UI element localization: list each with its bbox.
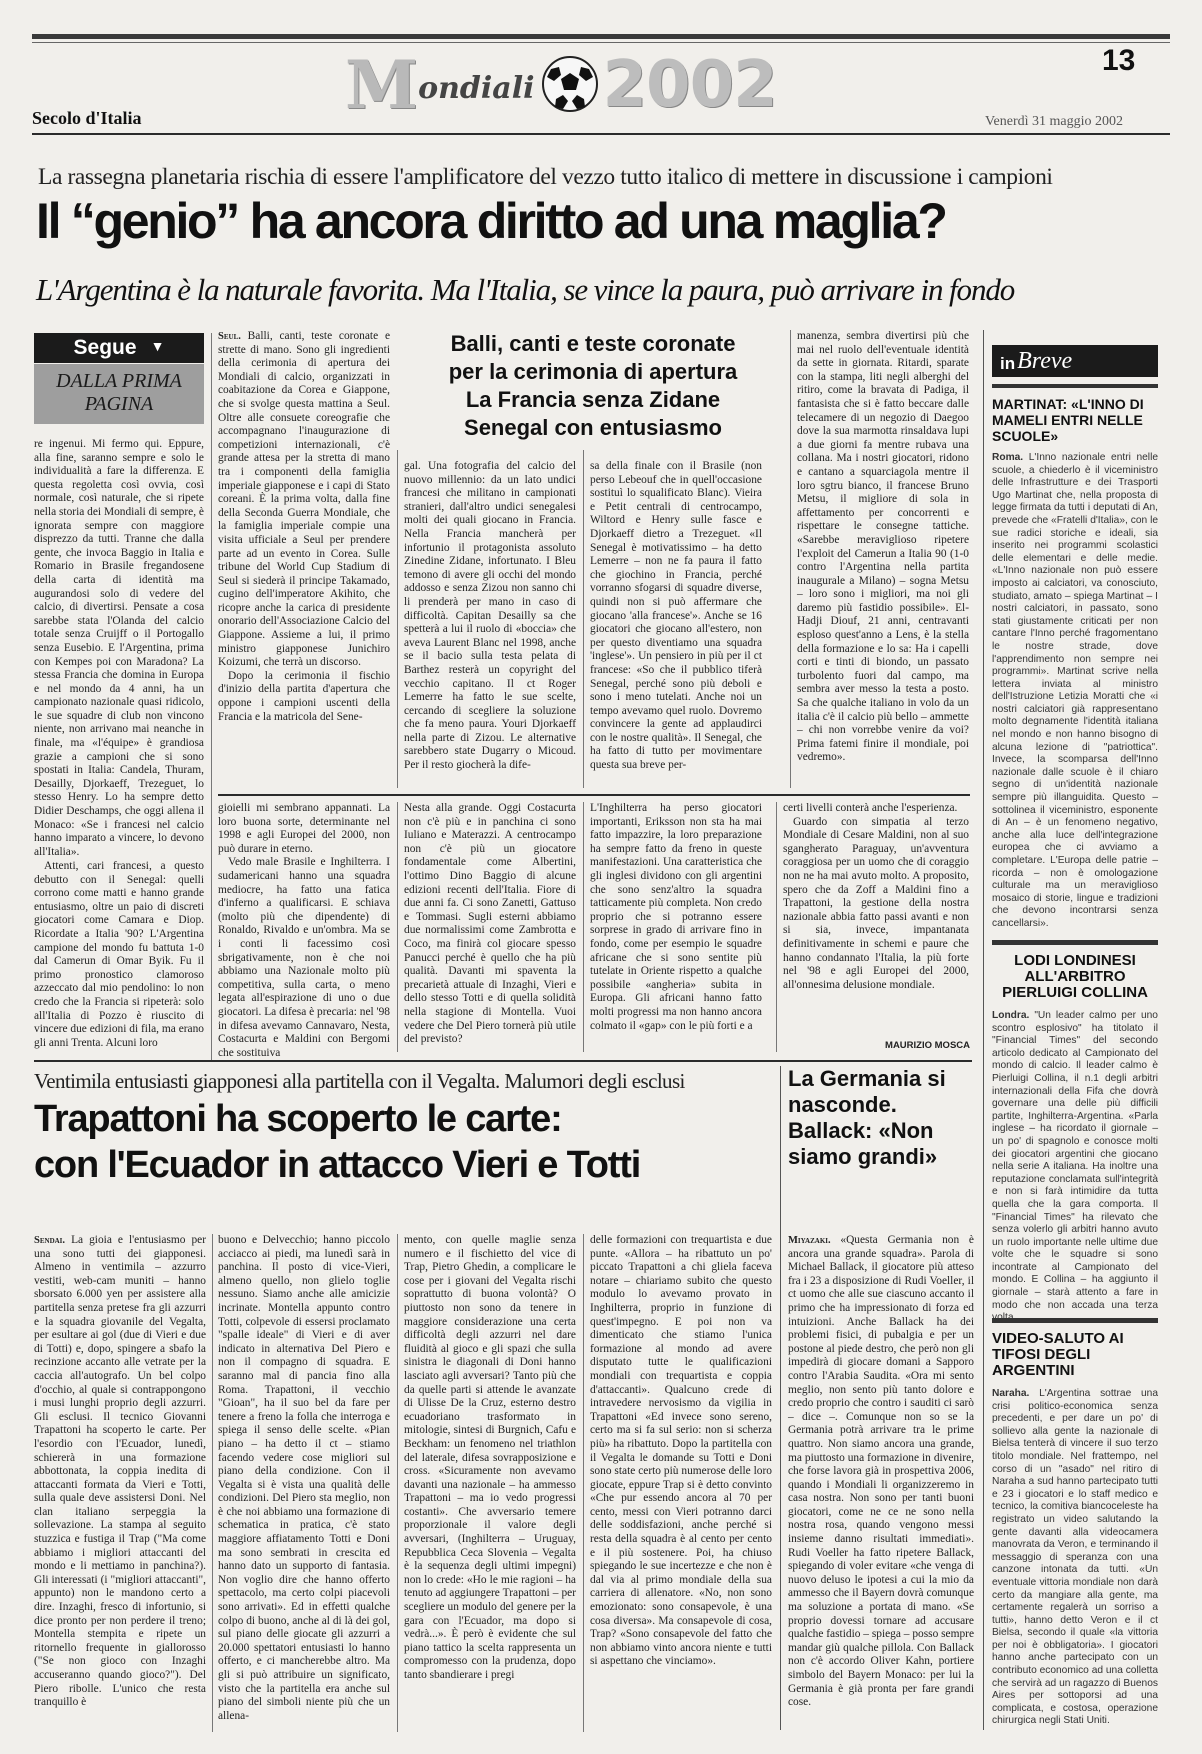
trap-headline <box>34 1096 780 1188</box>
ceremony-dateline: Seul. <box>218 331 241 342</box>
ceremony-col-d: manenza, sembra divertirsi più che mai nel ruolo dell'eventuale identità da sette in giornata. Ritardi, sparate con la stampa, liti negli alberghi del ritiro, come la bravata di Padiga, il fantasista che si è fatto beccare dalle telecamere di un negozio di Daegoo dove la sua marmotta rinsaldava lupi a due giorni fa mentre rubava una collana. Ma i nostri giocatori, ridono e cantano a squarciagola mentre il loro sgtru bianco, il francese Bruno Metsu, il migliore di sola in affettamento per concorrenti e rispettare le consegne tattiche. «Sarebbe meraviglioso ripetere l'exploit del Camerun a Italia 90 (1-0 contro l'Argentina nella partita inaugurale a Milano) – sogna Metsu – loro sono i migliori, ma noi gli daremo più fastidio possibile». El-Hadji Diouf, 21 anni, centravanti esploso quest'anno a Lens, è la stella della formazione e lo sa: Ha i capelli corti e tinti di biondo, un passato turbolento fuori dal campo, ma sembra aver messo la testa a posto. Sa che qualche italiano in volo da un italia c'è il calcio più bello – ammette – chi non vorrebbe venire da voi? Prima fatemi finire il mondiale, poi vedremo». <box>797 330 969 764</box>
col-divider <box>397 1234 398 1732</box>
main-col1-text: re ingenui. Mi fermo qui. Eppure, alla fine, saranno sempre e solo le individualità a fare la differenza. E questa regoletta così ovvia, così normale, così naturale, che si ripete nella storia dei Mondiali di sempre, è ignorata sempre con maggiore disprezzo da tutti. Tranne che dalla gente, che invoca Baggio in Italia e Romario in Brasile fregandosene della carta di identità ma augurandosi solo di vedere del calcio, di divertirsi. Pensate a cosa sarebbe stata l'Olanda del calcio totale senza Cruijff o il Portogallo senza Eusebio. E l'Argentina, prima con Kempes poi con Maradona? La stessa Francia che domina in Europa e nel mondo da 4 anni, ha un campionato nazionale quasi ridicolo, le sue squadre di club non vincono niente, non arrivano mai neanche in finale, ma «l'équipe» è grandiosa grazie a campioni che si sono spostati in Italia: Candela, Thuram, Desailly, Djorkaeff, Trezeguet, lo stesso Henry. Lo ha sempre detto Didier Deschamps, che oggi allena il Monaco: «Se i francesi nel calcio hanno imparato a vincere, lo devono all'Italia». <box>34 438 204 858</box>
brief-1-headline: MARTINAT: «L'INNO DI MAMELI ENTRI NELLE SCUOLE» <box>992 396 1144 444</box>
section-title <box>345 45 777 124</box>
trap-headline-line-1: Trapattoni ha scoperto le carte: <box>34 1098 562 1140</box>
germany-dateline: Miyazaki. <box>788 1235 831 1246</box>
trap-dateline: Sendai. <box>34 1235 66 1246</box>
main-col3-text: Nesta alla grande. Oggi Costacurta non c'è più e in panchina ci sono Iuliano e Materazzi. A centrocampo non c'è più un giocatore fondamentale come Albertini, l'ottimo Dino Baggio di alcune edizioni recenti dell'Italia. Fiore di due anni fa. Ci sono Zanetti, Gattuso e Tommasi. Sugli esterni abbiamo due normalissimi come Zambrotta e Coco, ma finirà col giocare spesso Panucci perché è quello che ha più qualità. Davanti mi spaventa la precarietà attuale di Inzaghi, Vieri e dello stesso Totti e di quella solidità nella stagione di Montella. Vuoi vedere che Del Piero tornerà più utile del previsto? <box>404 802 576 1046</box>
segue-box <box>34 333 204 363</box>
germany-body: «Questa Germania non è ancora una grande squadra». Parola di Michael Ballack, il giocatore più atteso fra i 23 a disposizione di Rudi Voeller, il ct uomo che alle sue ciascuno accanto il primo che ha impressionato di forza ed intuizioni. Anche Ballack ha dei problemi fisici, di pubalgia e per un postone al piede destro, che però non gli impedirà di giocare domani a Sapporo contro l'Arabia Saudita. «Ora mi sento meglio, non sento più tanto dolore e credo proprio che contro i sauditi ci sarò – dice –. Comunque non so se la Germania potrà arrivare tra le prime quattro. Non siamo ancora una grande, ma piuttosto una formazione in divenire, che forse lavora già in prospettiva 2006, quando i Mondiali li organizzeremo in casa nostra. Non sono per tanti buoni giocatori, come ne ce ne sono nella nostra rosa, quando vengono messi insieme danno risultati immediati». Rudi Voeller ha fatto ripetere Ballack, spiegando di voler evitare «che venga di nuovo deluso le ipotesi a cui la mio da ammesso che il Bayern dovrà comunque ma soluzione a portata di mano. «Se proprio dovessi tornare ad accusare qualche fastidio – spiega – posso sempre mandar giù qualche pillola. Con Ballack non c'è accordo Oliver Kahn, portiere simbolo del Bayern Monaco: per lui la Germania è già pronta per fare grandi cose. <box>788 1234 975 1709</box>
ceremony-headline-line-4: Senegal con entusiasmo <box>464 415 722 440</box>
section-title-word: ondiali <box>418 71 535 106</box>
main-col5-text <box>783 802 969 1038</box>
section-year: 2002 <box>602 48 777 122</box>
in-breve-word: Breve <box>1017 348 1073 374</box>
main-col4-text: L'Inghilterra ha perso giocatori importanti, Eriksson non sta ha mai fatto impazzire, la loro preparazione ha sempre fatto da freno in queste manifestazioni. Una caratteristica che gli inglesi dividono con gli argentini che sono senz'altro la squadra tatticamente più completa. Non credo proprio che si potranno essere sorprese in grado di arrivare fino in fondo, come per esempio le squadre africane che si sono sentite più tutelate in Oriente rispetto a qualche possibile «angheria» subita in Europa. Gli africani hanno fatto molti progressi ma non hanno ancora colmato il «gap» con le più forti e a <box>590 802 762 1032</box>
ceremony-headline-line-2: per la cerimonia di apertura <box>448 359 738 384</box>
masthead-bottom-rule <box>32 133 1170 135</box>
germany-headline: La Germania si nasconde. Ballack: «Non siamo grandi» <box>788 1066 946 1169</box>
main-col2-text <box>218 802 390 1059</box>
col-divider <box>583 450 584 788</box>
brief-3-dateline: Naraha. <box>992 1388 1030 1399</box>
ceremony-col-b: gal. Una fotografia del calcio del nuovo millennio: da un lato undici francesi che militano in campionati stranieri, dall'altro undici senegalesi molti dei quali giocano in Francia. Nella Francia mancherà per infortunio il protagonista assoluto Zinedine Zidane, infortunato. I Bleu temono di avere gli occhi del mondo addosso e senza Zizou non sanno chi li prenderà per mano in caso di difficoltà. Capitan Desailly sa che spetterà a lui il ruolo di «boccia» che aveva Laurent Blanc nel 1998, anche se il bacio sulla testa pelata di Barthez resterà un copyright del vecchio capitano. Il ct Roger Lemerre ha fatto le sue scelte, cercando di scegliere la soluzione che fa meno paura. Youri Djorkaeff nella parte di Zizou. Le alternative sarebbero state Dugarry o Micoud. Per il resto giocherà la dife- <box>404 460 576 772</box>
ceremony-col-a <box>218 330 390 788</box>
issue-date: Venerdì 31 maggio 2002 <box>985 114 1124 129</box>
trap-col1 <box>34 1234 206 1732</box>
trap-col3: mento, con quelle maglie senza numero e il fischietto del vice di Trap, Pietro Ghedin, a complicare le cose per i giovani del Vegalta rischi soprattutto di buona volontà? O piuttosto non sono da tenere in maggiore considerazione una certa difficoltà degli azzurri nel dare fluidità al gioco e gli spazi che sulla sinistra le diagonali di Doni hanno lasciato agli avversari? Tanto più che da quelle parti si attende le avanzate di Ulisse De la Cruz, esterno destro ecuadoriano trasformato in mitologie, sintesi di Burgnich, Cafu e Beckham: un fenomeno nel triathlon del laterale, difesa sovrapposizione e cross. «Sicuramente non avevamo davanti una nazionale – ha ammesso Trapattoni – ma io vedo progressi costanti». Che avversario temere proporzionale il valore degli avversari, (Inghilterra – Uruguay, Repubblica Ceca Slovenia – Vegalta è la sequenza degli ultimi impegni) non lo crede: «Ho le mie ragioni – ha tenuto ad aggiungere Trapattoni – per scegliere un modulo del genere per la gara con l'Ecuador, ma dopo si vedrà...». È però è evidente che sul piano tattico la scelta rappresenta un compromesso con la prudenza, dopo tanto sbandierare i pregi <box>404 1234 576 1681</box>
brief-3-text <box>992 1388 1158 1740</box>
ceremony-col-a-text: Balli, canti, teste coronate e strette di mano. Sono gli ingredienti della cerimonia di apertura dei Mondiali di calcio, organizzati in coabitazione da Corea e Giappone, che si svolge questa mattina a Seul. Oltre alle consuete coreografie che accompagnano l'inaugurazione di competizioni internazionali, c'è grande attesa per la stretta di mano tra i componenti della famiglia imperiale giapponese e i capi di Stato coreani. È la prima volta, dalla fine della Seconda Guerra Mondiale, che la famiglia imperiale compie una visita ufficiale a Seul per prendere parte ad un evento in Corea. Sulle tribune del World Cup Stadium di Seul si siederà il principe Takamado, cugino dell'imperatore Akihito, che ricopre anche la carica di presidente onorario dell'Associazione Calcio del Giappone. Assieme a lui, il primo ministro giapponese Junichiro Koizumi, che terrà un discorso. <box>218 330 390 669</box>
ceremony-headline-line-3: La Francia senza Zidane <box>465 387 721 412</box>
col-divider <box>397 450 398 788</box>
col-divider <box>583 802 584 1052</box>
sidebar-divider <box>983 330 984 1730</box>
top-rule-thin <box>32 42 1170 43</box>
dalla-prima-label: DALLA PRIMA PAGINA <box>56 370 182 415</box>
main-kicker: La rassegna planetaria rischia di essere l'amplificatore del vezzo tutto italico di mettere in discussione i campioni <box>38 164 1053 190</box>
byline: MAURIZIO MOSCA <box>885 1040 970 1051</box>
brief-1-rule <box>992 384 1158 388</box>
trap-headline-line-2: con l'Ecuador in attacco Vieri e Totti <box>34 1144 641 1186</box>
brief-3-rule <box>992 1318 1158 1323</box>
col-divider <box>780 1066 781 1730</box>
main-headline: Il “genio” ha ancora diritto ad una maglia? <box>36 193 946 249</box>
brief-1-body: L'Inno nazionale entri nelle scuole, a chiederlo è il viceministro delle Infrastrutture e dei Trasporti Ugo Martinat che, nella proposta di legge firmata da tutti i deputati di An, prevede che «Fratelli d'Italia», con le sue radici storiche e ideali, sia inserito nei programmi scolastici delle elementari e delle medie. «L'Inno nazionale non può essere imposto ai calciatori, va conosciuto, studiato, amato – spiega Martinat – I nostri calciatori, in passato, sono stati giustamente criticati per non cantare l'Inno perché fragomentano le nostre strade, dove l'apprendimento non sempre nei programmi». Martinat scrive nella lettera inviata al ministro dell'Istruzione Letizia Moratti che «i nostri calciatori già rappresentano molto degnamente l'identità italiana nel mondo e non hanno bisogno di alcuna lezione di "patriottica". Invece, la scomparsa dell'Inno nazionale dalle scuole è il chiaro segno di un'identità nazionale sempre più illanguidita. Questo – sottolinea il viceministro, esponente di An – è un fenomeno negativo, anche alla luce dell'integrazione europea che ci avviamo a completare. L'Europa delle patrie – ricorda – non è omologazione culturale ma un meraviglioso mosaico di storie, lingue e tradizioni che devono incontrarsi senza cancellarsi». <box>992 452 1158 929</box>
main-col2b: Vedo male Brasile e Inghilterra. I sudamericani hanno una squadra mediocre, ha fatto una fatica d'inferno a qualificarsi. E schiava (molto più che dipendente) di Ronaldo, Rivaldo e un'ombra. Ma se i conti li facessimo così sbrigativamente, non è che noi abbiamo una Nazionale molto più competitiva, sulla carta, o meno legata all'espirazione di uno o due giocatori. La difesa è precaria: nel '98 in difesa avevamo Cannavaro, Nesta, Costacurta e Maldini con Bergomi che sostituiva <box>218 856 390 1059</box>
lower-section-rule <box>34 1060 972 1062</box>
segue-label: Segue <box>73 336 137 359</box>
col-divider <box>583 1234 584 1732</box>
brief-3-body: L'Argentina sottrae una crisi politico-economica senza precedenti, e per dare un po' di sollievo alla gente la nazionale di Bielsa tenterà di vincere il suo terzo titolo mondiale. Nel frattempo, nel corso di un "asado" nel ritiro di Naraha a sud hanno partecipato tutti e 23 i giocatori e lo staff medico e tecnico, la comitiva biancoceleste ha registrato un video salutando la gente davanti alla videocamera manovrata da Veron, e terminando il messaggio di speranza con una canzone intonata da tutti. «Un eventuale vittoria mondiale non darà certo da mangiare alla gente, ma certamente regalerà un sorriso a tutti», hanno detto Veron e il ct Bielsa, secondo il quale «la vittoria per noi è obbligatoria». I giocatori hanno anche partecipato con un contributo economico ad una colletta che servirà ad un ragazzo di Buenos Aires per sottoporsi ad una complicata, e costosa, operazione chirurgica negli Stati Uniti. <box>992 1388 1158 1727</box>
main-col5b: Guardo con simpatia al terzo Mondiale di Cesare Maldini, non al suo sgangherato Paraguay, un'avventura coraggiosa per un uomo che di coraggio non ne ha mai avuto molto. A proposito, spero che da Zoff a Maldini fino a Trapattoni, la gestione della nostra nazionale abbia fatto passi avanti e non si sia, invece, impantanata definitivamente in schemi e paure che hanno condannato l'Italia, la più forte nel '98 e agli Europei del 2000, all'onnesima delusione mondiale. <box>783 815 969 991</box>
main-subheadline: L'Argentina è la naturale favorita. Ma l'Italia, se vince la paura, può arrivare in fondo <box>36 272 1015 307</box>
page-number: 13 <box>1102 44 1136 77</box>
trap-kicker: Ventimila entusiasti giapponesi alla partitella con il Vegalta. Malumori degli esclusi <box>34 1069 685 1093</box>
ceremony-bottom-rule <box>218 794 970 796</box>
col-divider <box>776 802 777 1052</box>
paper-name: Secolo d'Italia <box>32 108 142 128</box>
down-triangle-icon: ▼ <box>150 340 165 355</box>
brief-2-dateline: Londra. <box>992 1010 1030 1021</box>
main-col5-lead: certi livelli conterà anche l'esperienza. <box>783 802 958 814</box>
brief-1-text <box>992 452 1158 929</box>
dalla-prima-box <box>34 364 204 424</box>
brief-2-text <box>992 1010 1158 1311</box>
section-title-initial: M <box>345 46 419 124</box>
ceremony-headline-line-1: Balli, canti e teste coronate <box>450 331 736 356</box>
trap-col4: delle formazioni con trequartista e due punte. «Allora – ha ribattuto un po' piccato Trapattoni a chi gliela faceva notare – chiariamo subito che questo modulo lo avevamo provato in Inghilterra, proprio in funzione di quest'impegno. E poi non va dimenticato che stiamo l'unica formazione al mondo ad avere disputato tutte le qualificazioni mondiali con trequartista e coppia d'attaccanti». Qualcuno crede di intravedere nervosismo da vigilia in Trapattoni «Ed invece sono sereno, certo ma si fa sul serio: non si scherza più» ha ribattuto. Dopo la partitella con il Vegalta le domande su Totti e Doni sono state certo più numerose delle loro giocate, eppure Trap si è detto convinto «Che pur essendo ancora al 70 per cento, messi con Vieri potranno darci delle soddisfazioni, anche perché si resta della squadra è al cento per cento e il più sostenere. Poi, ha chiuso spiegando le sue incertezze e che non è dal via al primo mondiale della sua carriera di allenatore. «No, non sono emozionato: sono consapevole, è una cosa diversa». Ma consapevole di cosa, Trap? «Sono consapevole del fatto che non abbiamo vinto ancora niente e tutti si aspettano che vinciamo». <box>590 1234 772 1668</box>
brief-3-headline: VIDEO-SALUTO AI TIFOSI DEGLI ARGENTINI <box>992 1330 1124 1379</box>
brief-1-dateline: Roma. <box>992 452 1024 463</box>
col-divider <box>790 330 791 788</box>
soccer-ball-icon <box>541 55 599 113</box>
top-rule <box>32 34 1170 39</box>
col-divider <box>397 802 398 1052</box>
main-col2-lead: gioielli mi sembrano appannati. La loro buona sorte, determinante nel 1998 e agli Europei del 2000, non può durare in eterno. <box>218 802 390 855</box>
brief-2-headline: LODI LONDINESI ALL'ARBITRO PIERLUIGI COLLINA <box>1002 952 1148 1001</box>
trap-col1-text: La gioia e l'entusiasmo per una sono tutti dei giapponesi. Almeno in ventimila – azzurro vestiti, web-cam muniti – hanno sborsato 6.000 yen per assistere alla partitella senza pretese fra gli azzurri e la squadra giovanile del Vegalta, per esultare ai gol (due di Vieri e due di Totti) e, dopo, spingere a sbafo la recinzione accanto alle vetrate per la caccia all'autografo. Un bel colpo d'occhio, al quale si contrappongono i musi lunghi proprio degli azzurri. Gli esclusi. Il tecnico Giovanni Trapattoni ha scoperto le carte. Per l'esordio con l'Ecuador, lunedì, schiererà in una formazione abbottonata, la coppia inedita di attaccanti formata da Vieri e Totti, sulla quale deve assistersi Doni. Nel clan italiano serpeggia la sollevazione. La stampa al seguito stuzzica e fustiga il Trap ("Ma come abbiamo i migliori attaccanti del mondo e li mettiamo in panchina?). Gli interessati (i "migliori attaccanti", appunto) non le mandono certo a dire. Inzaghi, fresco di infortunio, si dice pronto per non perdere il treno; Montella stempita e ripete un ritornello frequente in giallorosso ("Se non gioco con Inzaghi accuseranno quando gioco?"). Del Piero ribolle. L'unico che resta tranquillo è <box>34 1234 206 1709</box>
brief-2-rule <box>992 940 1158 945</box>
ceremony-col-a-text2: Dopo la cerimonia il fischio d'inizio della partita d'apertura che oppone i campioni uscenti della Francia e la matricola del Sene- <box>218 669 390 723</box>
main-col1b-text: Attenti, cari francesi, a questo debutto con il Senegal: quelli corrono come matti e hanno grande entusiasmo, oltre un paio di discreti giocatori come Camara e Diop. Ricordate a Italia '90? L'Argentina campione del mondo fu battuta 1-0 dal Camerun di Omar Byik. Fu il primo pronostico clamoroso azzeccato dal mio pendolino: lo non credo che la Francia si ripeterà: solo all'Italia di Pozzo è riuscito di vincere due edizioni di fila, ma erano gli anni Trenta. Alcuni loro <box>34 860 204 1049</box>
col-divider <box>211 333 212 1061</box>
trap-col2: buono e Delvecchio; hanno piccolo acciacco ai piedi, ma lunedì sarà in panchina. Il posto di vice-Vieri, almeno quello, non glielo toglie nessuno. Siamo anche alle amicizie incrinate. Montella appunto contro Totti, colpevole di essersi proclamato "spalle ideale" di Vieri e di aver indicato in alternativa Del Piero e non il compagno di squadra. E saranno mal di pancia fino alla Roma. Trapattoni, il vecchio "Gioan", ha il suo bel da fare per tenere a freno la folla che interroga e spiega il senso delle scelte. «Pian piano – ha detto il ct – stiamo facendo vedere cose migliori sul piano della condizione. Con il Vegalta si è vista una qualità delle condizioni. Del Piero sta meglio, non è che noi abbiamo una formazione di schematica in pratica, c'è stato maggiore affiatamento Totti e Doni ma sono sembrati in crescita ed hanno dato un supporto di fantasia. Non voglio dire che hanno offerto spettacolo, ma certo colpi piacevoli sono arrivati». Ed in effetti qualche colpo di buono, anche al di là dei gol, sul piano delle giocate gli azzurri a 20.000 spettatori entusiasti lo hanno offerto, e ci mancherebbe altro. Ma gli si può attribuire un significato, visto che la partitella era anche sul piano del simboli niente più che un allena- <box>218 1234 390 1722</box>
ceremony-headline <box>398 330 788 442</box>
in-breve-in: in <box>1000 354 1016 373</box>
ceremony-col-c: sa della finale con il Brasile (non perso Lebeouf che in quell'occasione sostituì lo squalificato Blanc). Vieira e Petit centrali di centrocampo, Wiltord e Henry sulle fasce e Djorkaeff dietro a Trezeguet. «Il Senegal è motivatissimo – ha detto Lemerre – non ne fa paura il fatto che giochino in Francia, perché vorranno sfogarsi di squadre diverse, quindi non si può affermare che giocano 'alla francese'». Anche se 16 giocatori che giocano all'estero, non per questo diventiamo una squadra 'inglese'». Un pensiero in più per il ct francese: «So che il pubblico tiferà Senegal, perché sono più deboli e sono i meno tutelati. Anche noi un tempo avevamo quel ruolo. Dovremo convincere la gente ad applaudirci con le nostre qualità». Il Senegal, che ha fatto di tutto per movimentare questa sua breve per- <box>590 460 762 772</box>
in-breve-box <box>992 345 1158 377</box>
col-divider <box>212 1234 213 1732</box>
germany-text <box>788 1234 974 1732</box>
brief-2-body: "Un leader calmo per uno scontro esplosivo" ha titolato il "Financial Times" del secondo articolo dedicato al Campionato del mondo di calcio. Il leader calmo è Pierluigi Collina, il n.1 degli arbitri internazionali della Fifa che dovrà governare una delle più difficili partite, Inghilterra-Argentina. «Parla inglese – ha ricordato il giornale – un po' di spagnolo e conosce molti dei giocatori argentini che giocano nella serie A italiana. Ha inoltre una reputazione conclamata sull'integrità e non si farà intimidire da tutta quella che la gara comporta. Il "Financial Times" ha rilevato che senza volerlo gli arbitri hanno avuto un ruolo importante nelle ultime due volte che le squadre si sono incontrate al Campionato del mondo. E Collina – ha aggiunto il giornale – starà attento a fare in modo che non accada una terza <box>992 1010 1158 1311</box>
